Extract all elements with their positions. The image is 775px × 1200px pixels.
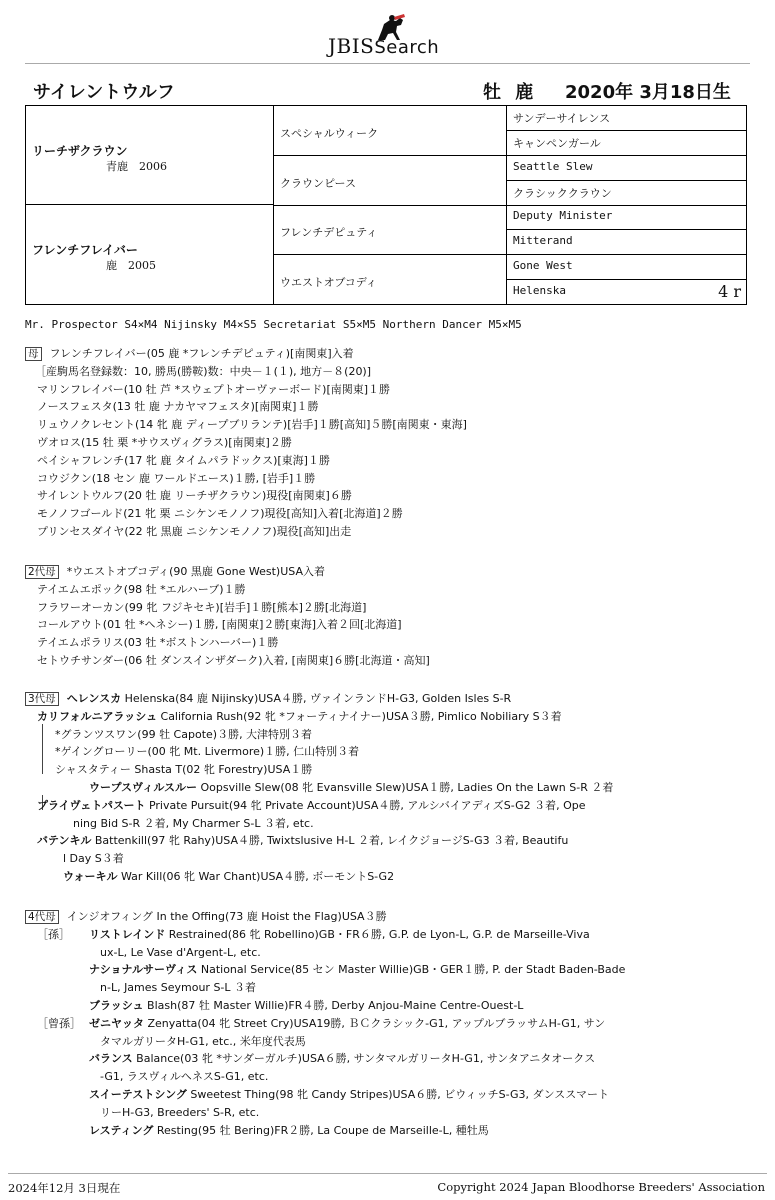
g2dam-line: セトウチサンダー(06 牡 ダンスインザダーク)入着, [南関東]６勝[北海道・高知] [37, 653, 430, 667]
g3dam-line: l Day S３着 [63, 852, 124, 866]
g3-cell: クラシッククラウン [507, 181, 747, 206]
g4dam-line: ナショナルサーヴィス National Service(85 セン Master Willie)GB・GER１勝, P. der Stadt Baden-Bade [89, 963, 626, 977]
dam-line: コウジクン(18 セン 鹿 ワールドエース)１勝, [岩手]１勝 [37, 471, 316, 485]
dam-line: ペイシャフレンチ(17 牝 鹿 タイムパラドックス)[東海]１勝 [37, 453, 330, 467]
g3dam-line: *グランツスワン(99 牡 Capote)３勝, 大津特別３着 [55, 727, 313, 741]
g3-cell: サンデーサイレンス [507, 106, 747, 131]
inbreeding-line: Mr. Prospector S4×M4 Nijinsky M4×S5 Secretariat S5×M5 Northern Dancer M5×M5 [25, 318, 522, 331]
g3-cell: Gone West [507, 255, 747, 280]
g4dam-line: ［孫］ リストレインド Restrained(86 牝 Robellino)GB・FR６勝, G.P. de Lyon-L, G.P. de Marseille-Viva [37, 927, 590, 941]
fourth-dam-section: 4代母 インジオフィング In the Offing(73 鹿 Hoist the Flag)USA３勝 ［孫］ リストレインド Restrained(86 牝 Robellino)GB・FR６勝, G.P. de Lyon-L, G.P. de Marseille-Viva ux-L, Le Vase d'Argent-L, etc. ナショナルサーヴィス National Service(85 セン Master Willie)GB・GER１勝, P. der Stadt Baden-Bade n-L, James Seymour S-L ３着 ブラッシュ Blash(87 牡 Master Willie)FR４勝, Derby Anjou-Maine Centre-Ouest-L ［曾孫］ ゼニヤッタ Zenyatta(04 牝 Street Cry)USA19勝, ＢＣクラシック-G1, アップルブラッサムH-G1, サン タマルガリータH-G1, etc., 米年度代表馬 バランス Balance(03 牝 *サンダーガルチ)USA６勝, サンタマルガリータH-G1, サンタアニタオークス -G1, ラスヴィルヘネスS-G1, etc. スイーテストシング Sweetest Thing(98 牝 Candy Stripes)USA６勝, ビウィッチS-G3, ダンススマート リーH-G3, Breeders' S-R, etc. レスティング Resting(95 牡 Bering)FR２勝, La Coupe de Marseille-L, 種牡馬 [25, 908, 625, 1139]
dam-info: 鹿 2005 [106, 259, 156, 272]
g3dam-line: プライヴェトパスート Private Pursuit(94 牝 Private Account)USA４勝, アルシバイアディズS-G2 ３着, Ope [37, 798, 586, 812]
section-tag: 2代母 [25, 565, 59, 579]
horse-name: サイレントウルフ [33, 82, 175, 103]
header-divider [25, 63, 750, 64]
g3-cell-last [507, 280, 747, 305]
g2dam-line: フラワーオーカン(99 牝 フジキセキ)[岩手]１勝[熊本]２勝[北海道] [37, 600, 367, 614]
g2-cell: スペシャルウィーク [274, 106, 507, 156]
dam-cell [26, 205, 274, 304]
g3dam-line: ning Bid S-R ２着, My Charmer S-L ３着, etc. [73, 816, 314, 830]
g3-name: Helenska [513, 284, 566, 297]
g2dam-line: *ウエストオブコディ(90 黒鹿 Gone West)USA入着 [66, 565, 325, 578]
g2dam-line: テイエムエポック(98 牡 *エルハーブ)１勝 [37, 582, 246, 596]
dam-line: モノノフゴールド(21 牝 栗 ニシケンモノノフ)現役[高知]入着[北海道]２勝 [37, 507, 403, 521]
g2dam-line: コールアウト(01 牡 *ヘネシー)１勝, [南関東]２勝[東海]入着２回[北海道] [37, 618, 402, 632]
g4dam-line: スイーテストシング Sweetest Thing(98 牝 Candy Stripes)USA６勝, ビウィッチS-G3, ダンススマート [89, 1087, 610, 1101]
g3-cell: キャンペンガール [507, 131, 747, 156]
dam-line: サイレントウルフ(20 牡 鹿 リーチザクラウン)現役[南関東]６勝 [37, 489, 352, 503]
section-tag: 4代母 [25, 910, 59, 924]
g2-cell: フレンチデピュティ [274, 205, 507, 255]
g3-cell: Seattle Slew [507, 156, 747, 181]
dam-line: プリンセスダイヤ(22 牝 黒鹿 ニシケンモノノフ)現役[高知]出走 [37, 524, 352, 538]
dam-line: リュウノクレセント(14 牝 鹿 ディープブリランテ)[岩手]１勝[高知]５勝[南関東・東海] [37, 418, 467, 432]
sire-cell [26, 106, 274, 205]
g4dam-line: レスティング Resting(95 牡 Bering)FR２勝, La Coupe de Marseille-L, 種牡馬 [89, 1123, 489, 1137]
family-number: 4 r [718, 282, 741, 301]
sire-info: 青鹿 2006 [106, 160, 167, 173]
g4dam-line: ux-L, Le Vase d'Argent-L, etc. [100, 945, 261, 959]
g3dam-line: カリフォルニアラッシュ California Rush(92 牝 *フォーティナイナー)USA３勝, Pimlico Nobiliary S３着 [37, 709, 562, 723]
as-of-date: 2024年12月 3日現在 [8, 1181, 121, 1195]
dam-line: ［産駒馬名登録数：10, 勝馬(勝鞍)数：中央－１(１), 地方－８(20)] [35, 364, 372, 378]
g3dam-line: バテンキル Battenkill(97 牝 Rahy)USA４勝, Twixtslusive H-L ２着, レイクジョージS-G3 ３着, Beautifu [37, 834, 569, 848]
g4dam-line: ブラッシュ Blash(87 牡 Master Willie)FR４勝, Derby Anjou-Maine Centre-Ouest-L [89, 998, 524, 1012]
sex-color: 牡 鹿 [483, 82, 538, 103]
dam-line: ヴオロス(15 牡 栗 *サウスヴィグラス)[南関東]２勝 [37, 435, 292, 449]
jbis-logo [326, 14, 466, 56]
logo-text: JBISSearch [328, 34, 440, 58]
g2dam-line: テイエムポラリス(03 牡 *ボストンハーバー)１勝 [37, 636, 279, 650]
dam-section [25, 345, 467, 541]
g3-cell: Mitterand [507, 230, 747, 255]
g4dam-line: リーH-G3, Breeders' S-R, etc. [100, 1105, 260, 1119]
g2-cell: ウエストオブコディ [274, 255, 507, 305]
g3dam-line: シャスタティー Shasta T(02 牝 Forestry)USA１勝 [55, 763, 313, 777]
g4dam-line: タマルガリータH-G1, etc., 米年度代表馬 [100, 1034, 306, 1048]
sire-name: リーチザクラウン [32, 144, 128, 158]
g3dam-line: ウォーキル War Kill(06 牝 War Chant)USA４勝, ボーモントS-G2 [63, 869, 395, 883]
g4dam-line: n-L, James Seymour S-L ３着 [100, 981, 257, 995]
g4dam-line: バランス Balance(03 牝 *サンダーガルチ)USA６勝, サンタマルガリータH-G1, サンタアニタオークス [89, 1052, 596, 1066]
third-dam-section: 3代母 ヘレンスカ Helenska(84 鹿 Nijinsky)USA４勝, ヴァインランドH-G3, Golden Isles S-R カリフォルニアラッシュ California Rush(92 牝 *フォーティナイナー)USA３勝, Pimlico Nobiliary S３着 *グランツスワン(99 牡 Capote)３勝, 大津特別３着 *ゲイングローリー(00 牝 Mt. Livermore)１勝, 仁山特別３着 シャスタティー Shasta T(02 牝 Forestry)USA１勝 ウープスヴィルスルー Oopsville Slew(08 牝 Evansville Slew)USA１勝, Ladies On the Lawn S-R ２着 プライヴェトパスート Private Pursuit(94 牝 Private Account)USA４勝, アルシバイアディズS-G2 ３着, Ope ning Bid S-R ２着, My Charmer S-L ３着, etc. バテンキル Battenkill(97 牝 Rahy)USA４勝, Twixtslusive H-L ２着, レイクジョージS-G3 ３着, Beautifu l Day S３着 ウォーキル War Kill(06 牝 War Chant)USA４勝, ボーモントS-G2 [25, 690, 613, 886]
birth-date: 2020年 3月18日生 [565, 82, 731, 103]
dam-line: フレンチフレイバー(05 鹿 *フレンチデピュティ)[南関東]入着 [49, 347, 354, 360]
g3dam-line: *ゲイングローリー(00 牝 Mt. Livermore)１勝, 仁山特別３着 [55, 745, 360, 759]
section-tag: 母 [25, 347, 42, 361]
g4dam-line: ［曾孫］ ゼニヤッタ Zenyatta(04 牝 Street Cry)USA19勝, ＢＣクラシック-G1, アップルブラッサムH-G1, サン [37, 1016, 606, 1030]
dam-name: フレンチフレイバー [32, 243, 138, 257]
copyright: Copyright 2024 Japan Bloodhorse Breeders' Association [437, 1180, 765, 1194]
g3dam-line: ウープスヴィルスルー Oopsville Slew(08 牝 Evansville Slew)USA１勝, Ladies On the Lawn S-R ２着 [89, 780, 614, 794]
dam-line: マリンフレイバー(10 牡 芦 *スウェプトオーヴァーボード)[南関東]１勝 [37, 382, 391, 396]
section-tag: 3代母 [25, 692, 59, 706]
pedigree-table [25, 105, 747, 305]
footer-divider [8, 1173, 767, 1174]
g2-cell: クラウンピース [274, 156, 507, 206]
g3-cell: Deputy Minister [507, 205, 747, 230]
g4dam-line: -G1, ラスヴィルヘネスS-G1, etc. [100, 1070, 269, 1084]
second-dam-section [25, 563, 430, 670]
dam-line: ノースフェスタ(13 牡 鹿 ナカヤマフェスタ)[南関東]１勝 [37, 400, 319, 414]
